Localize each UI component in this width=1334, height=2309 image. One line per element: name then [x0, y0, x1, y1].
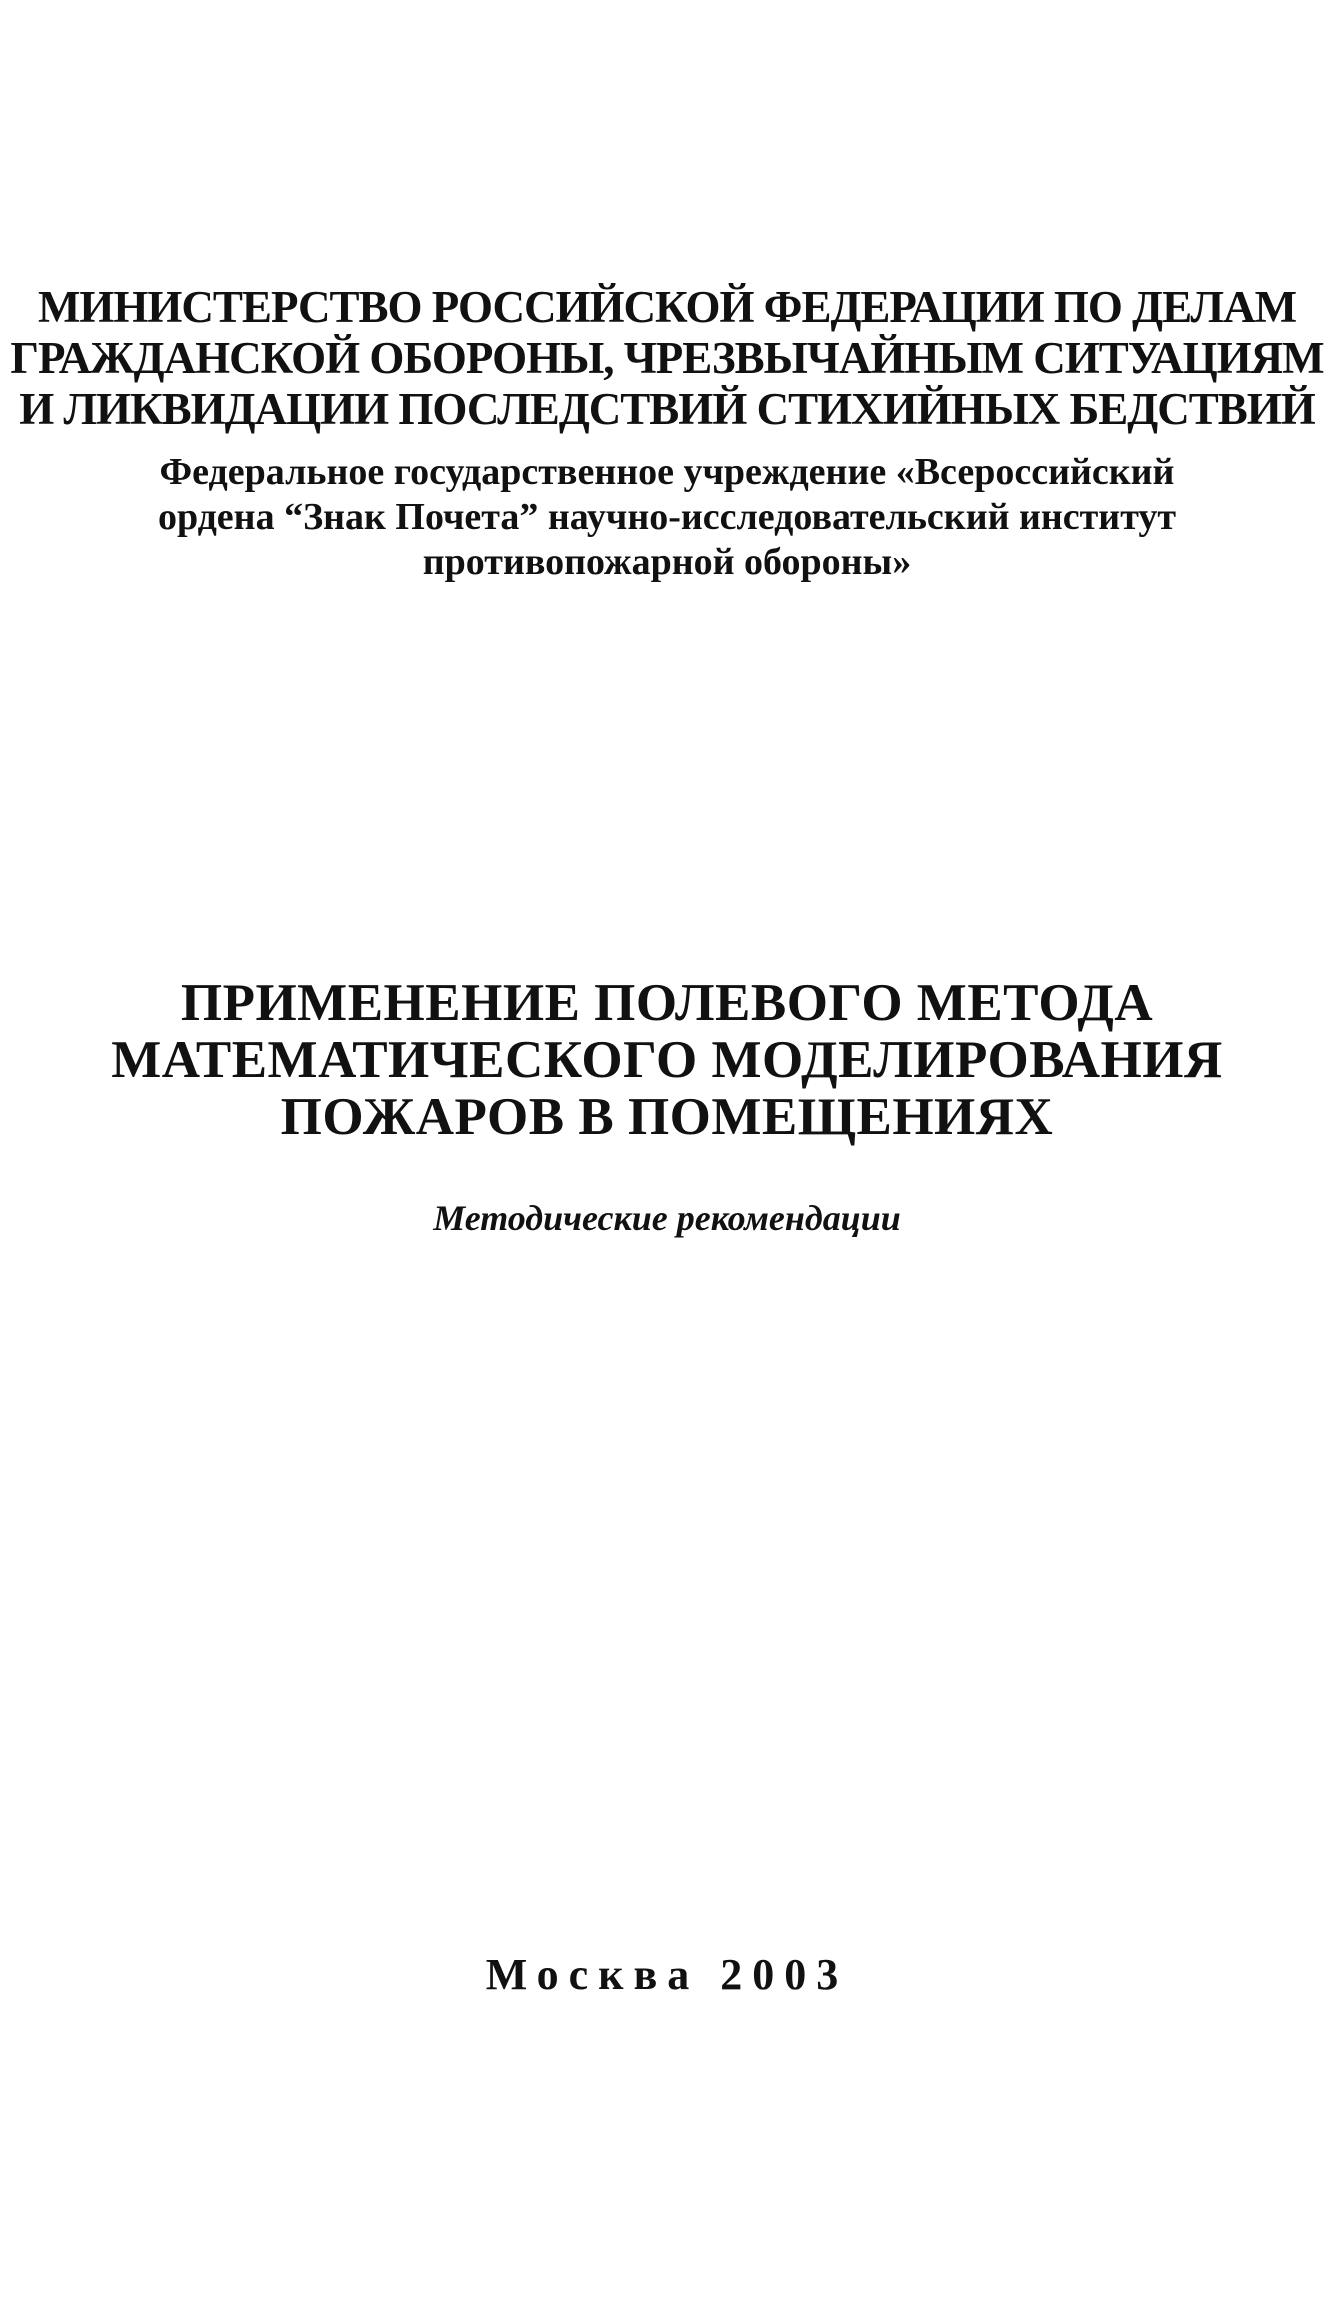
document-subtitle: Методические рекомендации: [433, 1198, 901, 1238]
title-line-3: ПОЖАРОВ В ПОМЕЩЕНИЯХ: [280, 1088, 1054, 1146]
ministry-heading: [0, 282, 1334, 435]
ministry-line-1: МИНИСТЕРСТВО РОССИЙСКОЙ ФЕДЕРАЦИИ ПО ДЕЛАМ: [37, 282, 1297, 332]
institute-name: [0, 450, 1334, 585]
ministry-line-3: И ЛИКВИДАЦИИ ПОСЛЕДСТВИЙ СТИХИЙНЫХ БЕДСТВИЙ: [19, 384, 1315, 434]
document-title: [0, 975, 1334, 1146]
title-line-2: МАТЕМАТИЧЕСКОГО МОДЕЛИРОВАНИЯ: [111, 1031, 1223, 1089]
title-line-1: ПРИМЕНЕНИЕ ПОЛЕВОГО МЕТОДА: [180, 974, 1154, 1032]
institute-line-3: противопожарной обороны»: [422, 541, 912, 583]
ministry-line-2: ГРАЖДАНСКОЙ ОБОРОНЫ, ЧРЕЗВЫЧАЙНЫМ СИТУАЦИЯМ: [10, 333, 1324, 383]
institute-line-1: Федеральное государственное учреждение «Всероссийский: [159, 451, 1175, 493]
institute-line-2: ордена “Знак Почета” научно-исследовательский институт: [157, 496, 1177, 538]
place-and-year: Москва 2003: [485, 1950, 849, 1999]
